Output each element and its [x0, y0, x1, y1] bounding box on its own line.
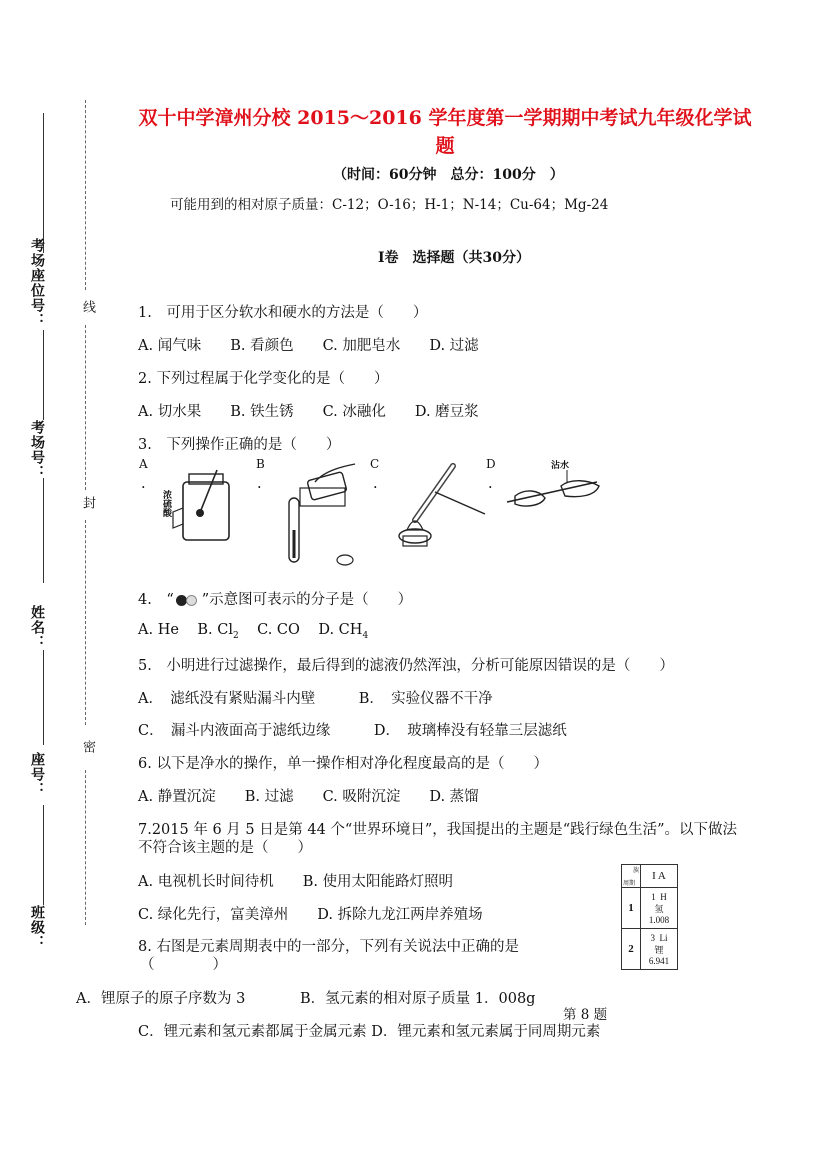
q4-stem-post: ”示意图可表示的分子是（ ） — [201, 592, 413, 608]
q5-options-cd: C． 漏斗内液面高于滤纸边缘 D． 玻璃棒没有轻靠三层滤纸 — [138, 723, 567, 739]
molecule-icon — [174, 593, 202, 607]
q4-options — [138, 622, 368, 641]
atomic-mass-info: 可能用到的相对原子质量：C-12；O-16；H-1；N-14；Cu-64；Mg-24 — [170, 197, 609, 213]
q3-dot-d: . — [488, 476, 493, 492]
q4-opt-d: D. $CH_4$ — [318, 622, 369, 641]
seal-line-char: 线 — [80, 300, 95, 314]
q8-caption: 第 8 题 — [563, 1007, 608, 1023]
q3-label-a: A — [139, 457, 148, 471]
periodic-table-fragment — [621, 864, 678, 970]
pt-period-2: 2 — [622, 929, 641, 970]
q5-options-ab: A． 滤纸没有紧贴漏斗内壁 B． 实验仪器不干净 — [138, 691, 493, 707]
q8-options-cd: C．锂元素和氢元素都属于金属元素 D．锂元素和氢元素属于同周期元素 — [138, 1024, 601, 1040]
seat-number-label: 座号： — [29, 752, 45, 797]
q7-stem-line1: 7.2015 年 6 月 5 日是第 44 个“世界环境日”，我国提出的主题是“践行绿色生活”。以下做法 — [138, 822, 738, 838]
q1-stem: 1. 可用于区分软水和硬水的方法是（ ） — [138, 305, 428, 321]
q3-label-d: D — [486, 457, 496, 471]
q3-dot-b: . — [257, 476, 262, 492]
q3-illustration-c — [395, 462, 490, 552]
class-label: 班级： — [29, 905, 45, 950]
q4-opt-a: A. He — [138, 622, 179, 638]
q7-stem-line2: 不符合该主题的是（ ） — [138, 840, 312, 856]
pt-group-header: I A — [641, 865, 678, 888]
q7-options-ab: A. 电视机长时间待机 B. 使用太阳能路灯照明 — [138, 874, 454, 890]
binding-line — [43, 650, 44, 745]
q3-illustration-d — [505, 468, 605, 518]
q4-opt-c: C. CO — [257, 622, 300, 638]
q8-option-b: B．氢元素的相对原子质量 1．008g — [300, 991, 536, 1007]
q7-options-cd: C. 绿化先行，富美漳州 D. 拆除九龙江两岸养殖场 — [138, 907, 483, 923]
binding-line — [43, 805, 44, 905]
seal-dashed-line — [85, 325, 86, 490]
pt-period-1: 1 — [622, 888, 641, 929]
seal-dashed-line — [85, 520, 86, 725]
q4-opt-b: B. $Cl_2$ — [197, 622, 239, 641]
section-heading: Ⅰ卷 选择题（共30分） — [378, 250, 531, 266]
q3-label-c: C — [370, 457, 380, 471]
seal-dashed-line — [85, 100, 86, 290]
binding-line — [43, 113, 44, 253]
binding-line — [43, 330, 44, 420]
exam-title-line2: 题 — [435, 135, 455, 157]
q1-options: A. 闻气味 B. 看颜色 C. 加肥皂水 D. 过滤 — [138, 338, 479, 354]
q6-stem: 6. 以下是净水的操作，单一操作相对净化程度最高的是（ ） — [138, 756, 548, 772]
pt-cell-lithium: 3 Li 锂 6.941 — [641, 929, 678, 970]
q5-stem: 5. 小明进行过滤操作，最后得到的滤液仍然浑浊，分析可能原因错误的是（ ） — [138, 658, 674, 674]
q3-label-b: B — [256, 457, 265, 471]
exam-seat-label: 考场座位号： — [29, 238, 45, 328]
pt-cell-hydrogen: 1 H 氢 1.008 — [641, 888, 678, 929]
q4-stem-pre: 4. “ — [138, 592, 174, 608]
q3-dot-a: . — [141, 476, 146, 492]
q2-options: A. 切水果 B. 铁生锈 C. 冰融化 D. 磨豆浆 — [138, 404, 479, 420]
seal-mi-char: 密 — [80, 740, 95, 754]
q3-dot-c: . — [373, 476, 378, 492]
q3-illustration-b — [285, 460, 365, 570]
q3-stem: 3. 下列操作正确的是（ ） — [138, 437, 341, 453]
seal-feng-char: 封 — [80, 496, 95, 510]
q3-label-d-text: 沾水 — [551, 461, 570, 471]
name-label: 姓名： — [29, 605, 45, 650]
q3-label-a-text: 浓硫酸 — [161, 490, 171, 517]
q6-options: A. 静置沉淀 B. 过滤 C. 吸附沉淀 D. 蒸馏 — [138, 789, 479, 805]
q2-stem: 2. 下列过程属于化学变化的是（ ） — [138, 371, 389, 387]
exam-title-line1: 双十中学漳州分校 2015～2016 学年度第一学期期中考试九年级化学试 — [138, 107, 752, 129]
q8-option-a: A．锂原子的原子序数为 3 — [76, 991, 246, 1007]
pt-corner: 族 周期 — [622, 865, 641, 888]
exam-title — [130, 104, 760, 160]
q4-stem — [138, 588, 412, 609]
exam-room-label: 考场号： — [29, 420, 45, 480]
q8-stem-line2: （ ） — [140, 957, 227, 973]
q8-stem-line1: 8. 右图是元素周期表中的一部分，下列有关说法中正确的是 — [138, 939, 519, 955]
binding-line — [43, 478, 44, 583]
time-info: （时间：60分钟 总分：100分 ） — [333, 167, 564, 183]
seal-dashed-line — [85, 770, 86, 925]
